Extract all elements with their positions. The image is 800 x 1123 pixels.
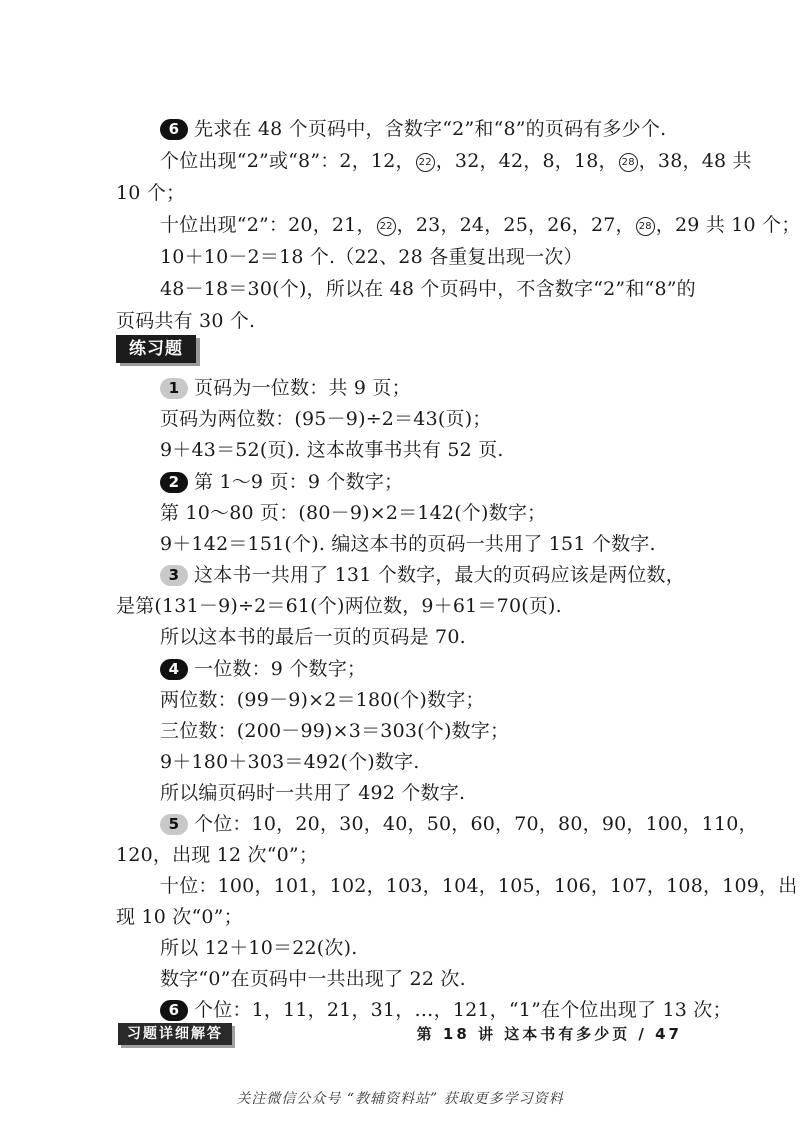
answer-4-badge: 4 (160, 659, 188, 680)
answer-4-line-3: 三位数：(200－99)×3＝303(个)数字； (160, 720, 510, 742)
answer-5-badge: 5 (160, 814, 188, 835)
exercise-section-label: 练习题 (116, 335, 196, 363)
answer-1-badge: 1 (160, 378, 188, 399)
answer-5-line-5: 所以 12＋10＝22(次). (160, 937, 358, 959)
circled-number: 22 (416, 153, 435, 172)
answer-5-line-2: 120，出现 12 次“0”； (116, 844, 319, 866)
answer-1-line-3: 9＋43＝52(页). 这本故事书共有 52 页. (160, 439, 504, 461)
answer-2-line-3: 9＋142＝151(个). 编这本书的页码一共用了 151 个数字. (160, 533, 656, 555)
example-6-badge: 6 (160, 119, 188, 140)
footer-chapter-page: 第 18 讲 这本书有多少页 / 47 (416, 1025, 682, 1043)
answer-5-line-4: 现 10 次“0”； (116, 906, 243, 928)
answer-3-line-1: 3 这本书一共用了 131 个数字，最大的页码应该是两位数， (160, 563, 685, 587)
answer-5-line-1: 5 个位：10，20，30，40，50，60，70，80，90，100，110， (160, 812, 758, 836)
footer-section-label: 习题详细解答 (118, 1023, 232, 1045)
answer-3-badge: 3 (160, 565, 188, 586)
circled-number: 22 (377, 217, 396, 236)
answer-1-line-1: 1 页码为一位数：共 9 页； (160, 376, 411, 400)
answer-2-line-2: 第 10～80 页：(80－9)×2＝142(个)数字； (160, 502, 547, 524)
answer-2-badge: 2 (160, 472, 188, 493)
answer-1-line-2: 页码为两位数：(95－9)÷2＝43(页)； (160, 408, 492, 430)
answer-4-line-5: 所以编页码时一共用了 492 个数字. (160, 782, 466, 804)
circled-number: 28 (619, 153, 638, 172)
example-6-tens-line: 十位出现“2”：20，21， 22 ，23，24，25，26，27， 28 ，29 共 10 个； (160, 214, 800, 236)
answer-2-line-1: 2 第 1～9 页：9 个数字； (160, 470, 403, 494)
answer-6-line-1: 6 个位：1，11，21，31，…，121，“1”在个位出现了 13 次； (160, 998, 732, 1022)
example-6-line-1: 6 先求在 48 个页码中，含数字“2”和“8”的页码有多少个. (160, 117, 666, 141)
example-6-calc: 10＋10－2＝18 个.（22、28 各重复出现一次） (160, 246, 583, 268)
circled-number: 28 (636, 217, 655, 236)
example-6-units-cont: 10 个； (116, 182, 186, 204)
example-6-result-2: 页码共有 30 个. (116, 310, 256, 332)
answer-5-line-6: 数字“0”在页码中一共出现了 22 次. (160, 968, 466, 990)
answer-4-line-2: 两位数：(99－9)×2＝180(个)数字； (160, 689, 485, 711)
watermark-text: 关注微信公众号 “教辅资料站” 获取更多学习资料 (236, 1091, 564, 1107)
answer-6-badge: 6 (160, 1000, 188, 1021)
answer-4-line-4: 9＋180＋303＝492(个)数字. (160, 751, 420, 773)
answer-4-line-1: 4 一位数：9 个数字； (160, 657, 366, 681)
answer-3-line-3: 所以这本书的最后一页的页码是 70. (160, 626, 466, 648)
example-6-result-1: 48－18＝30(个)，所以在 48 个页码中，不含数字“2”和“8”的 (160, 278, 696, 300)
answer-3-line-2: 是第(131－9)÷2＝61(个)两位数，9＋61＝70(页). (116, 595, 562, 617)
answer-5-line-3: 十位：100，101，102，103，104，105，106，107，108，109，出 (160, 875, 798, 897)
example-6-units-line: 个位出现“2”或“8”：2，12， 22 ，32，42，8，18， 28 ，38，48 共 (160, 150, 752, 172)
